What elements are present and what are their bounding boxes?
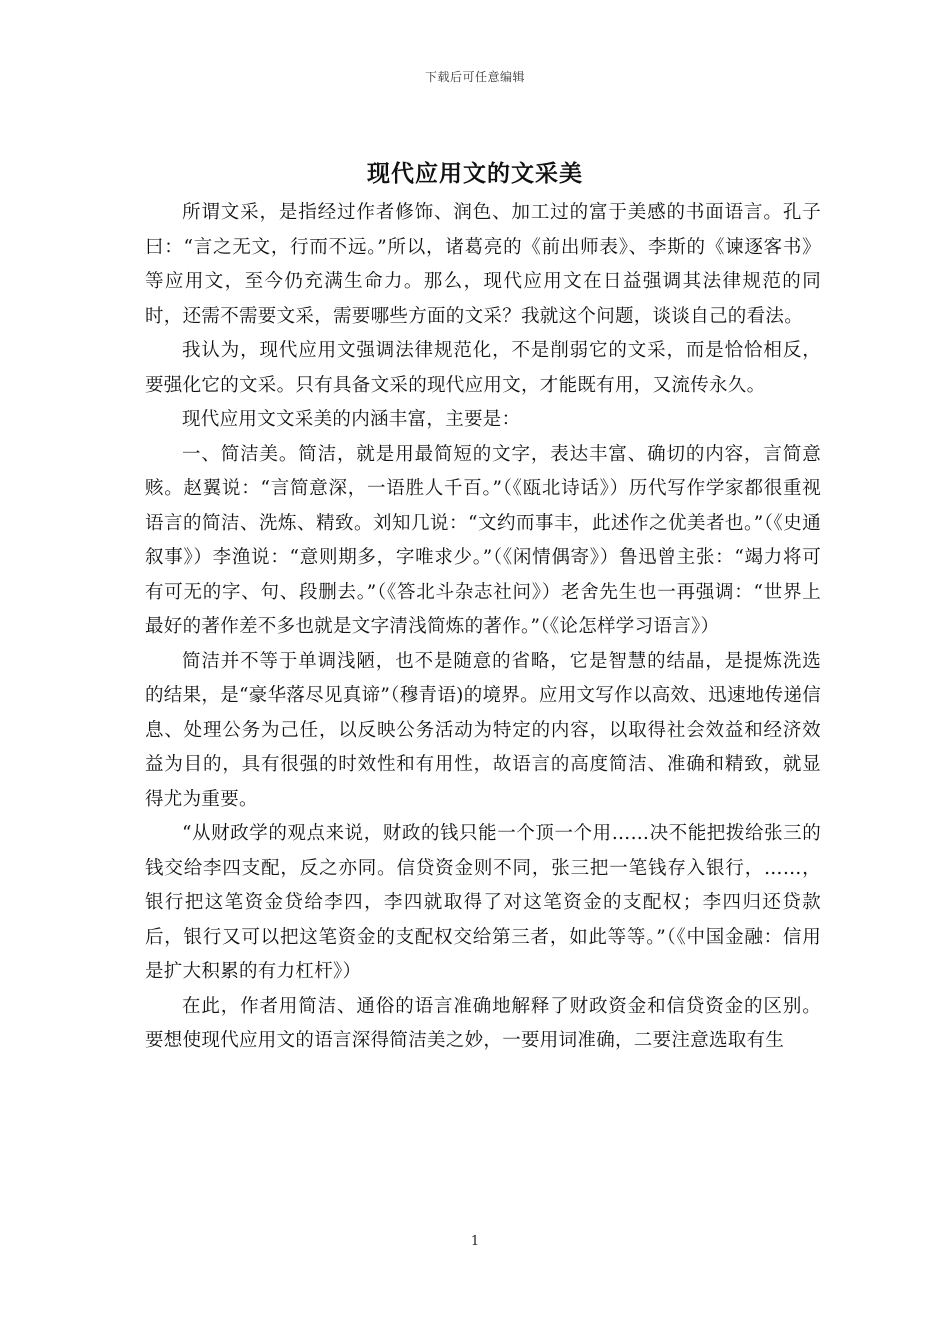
paragraph-intro: 所谓文采，是指经过作者修饰、润色、加工过的富于美感的书面语言。孔子曰：“言之无文，行而不远。”所以，诸葛亮的《前出师表》、李斯的《谏逐客书》等应用文，至今仍充满生命力。那么，现代应用文在日益强调其法律规范的同时，还需不需要文采，需要哪些方面的文采？我就这个问题，谈谈自己的看法。 bbox=[145, 202, 821, 327]
paragraph-opinion: 我认为，现代应用文强调法律规范化，不是削弱它的文采，而是恰恰相反，要强化它的文采。只有具备文采的现代应用文，才能既有用，又流传永久。 bbox=[145, 340, 821, 396]
paragraph-conciseness: 一、简洁美。简洁，就是用最简短的文字，表达丰富、确切的内容，言简意赅。赵翼说：“言简意深，一语胜人千百。”（《瓯北诗话》）历代写作学家都很重视语言的简洁、洗炼、精致。刘知几说：“文约而事丰，此述作之优美者也。”（《史通叙事》）李渔说：“意则期多，字唯求少。”（《闲情偶寄》）鲁迅曾主张：“竭力将可有可无的字、句、段删去。”（《答北斗杂志社问》）老舍先生也一再强调：“世界上最好的著作差不多也就是文字清浅简炼的著作。”（《论怎样学习语言》） bbox=[145, 443, 821, 637]
paragraph-analysis: 在此，作者用简洁、通俗的语言准确地解释了财政资金和信贷资金的区别。要想使现代应用文的语言深得简洁美之妙，一要用词准确，二要注意选取有生 bbox=[145, 995, 821, 1051]
header-note: 下载后可任意编辑 bbox=[424, 70, 525, 84]
paragraph-outline: 现代应用文文采美的内涵丰富，主要是： bbox=[182, 409, 521, 430]
paragraph-conciseness-detail: 简洁并不等于单调浅陋，也不是随意的省略，它是智慧的结晶，是提炼洗选的结果，是“豪华落尽见真谛”（穆青语)的境界。应用文写作以高效、迅速地传递信息、处理公务为己任，以反映公务活动为特定的内容，以取得社会效益和经济效益为目的，具有很强的时效性和有用性，故语言的高度简洁、准确和精致，就显得尤为重要。 bbox=[145, 650, 821, 810]
paragraph-quote: “从财政学的观点来说，财政的钱只能一个顶一个用……决不能把拨给张三的钱交给李四支配，反之亦同。信贷资金则不同，张三把一笔钱存入银行，……，银行把这笔资金贷给李四，李四就取得了对这笔资金的支配权；李四归还贷款后，银行又可以把这笔资金的支配权交给第三者，如此等等。”（《中国金融：信用是扩大积累的有力杠杆》） bbox=[145, 823, 821, 982]
page-number: 1 bbox=[470, 1234, 480, 1249]
document-title: 现代应用文的文采美 bbox=[367, 160, 583, 187]
document-body bbox=[145, 196, 821, 1059]
